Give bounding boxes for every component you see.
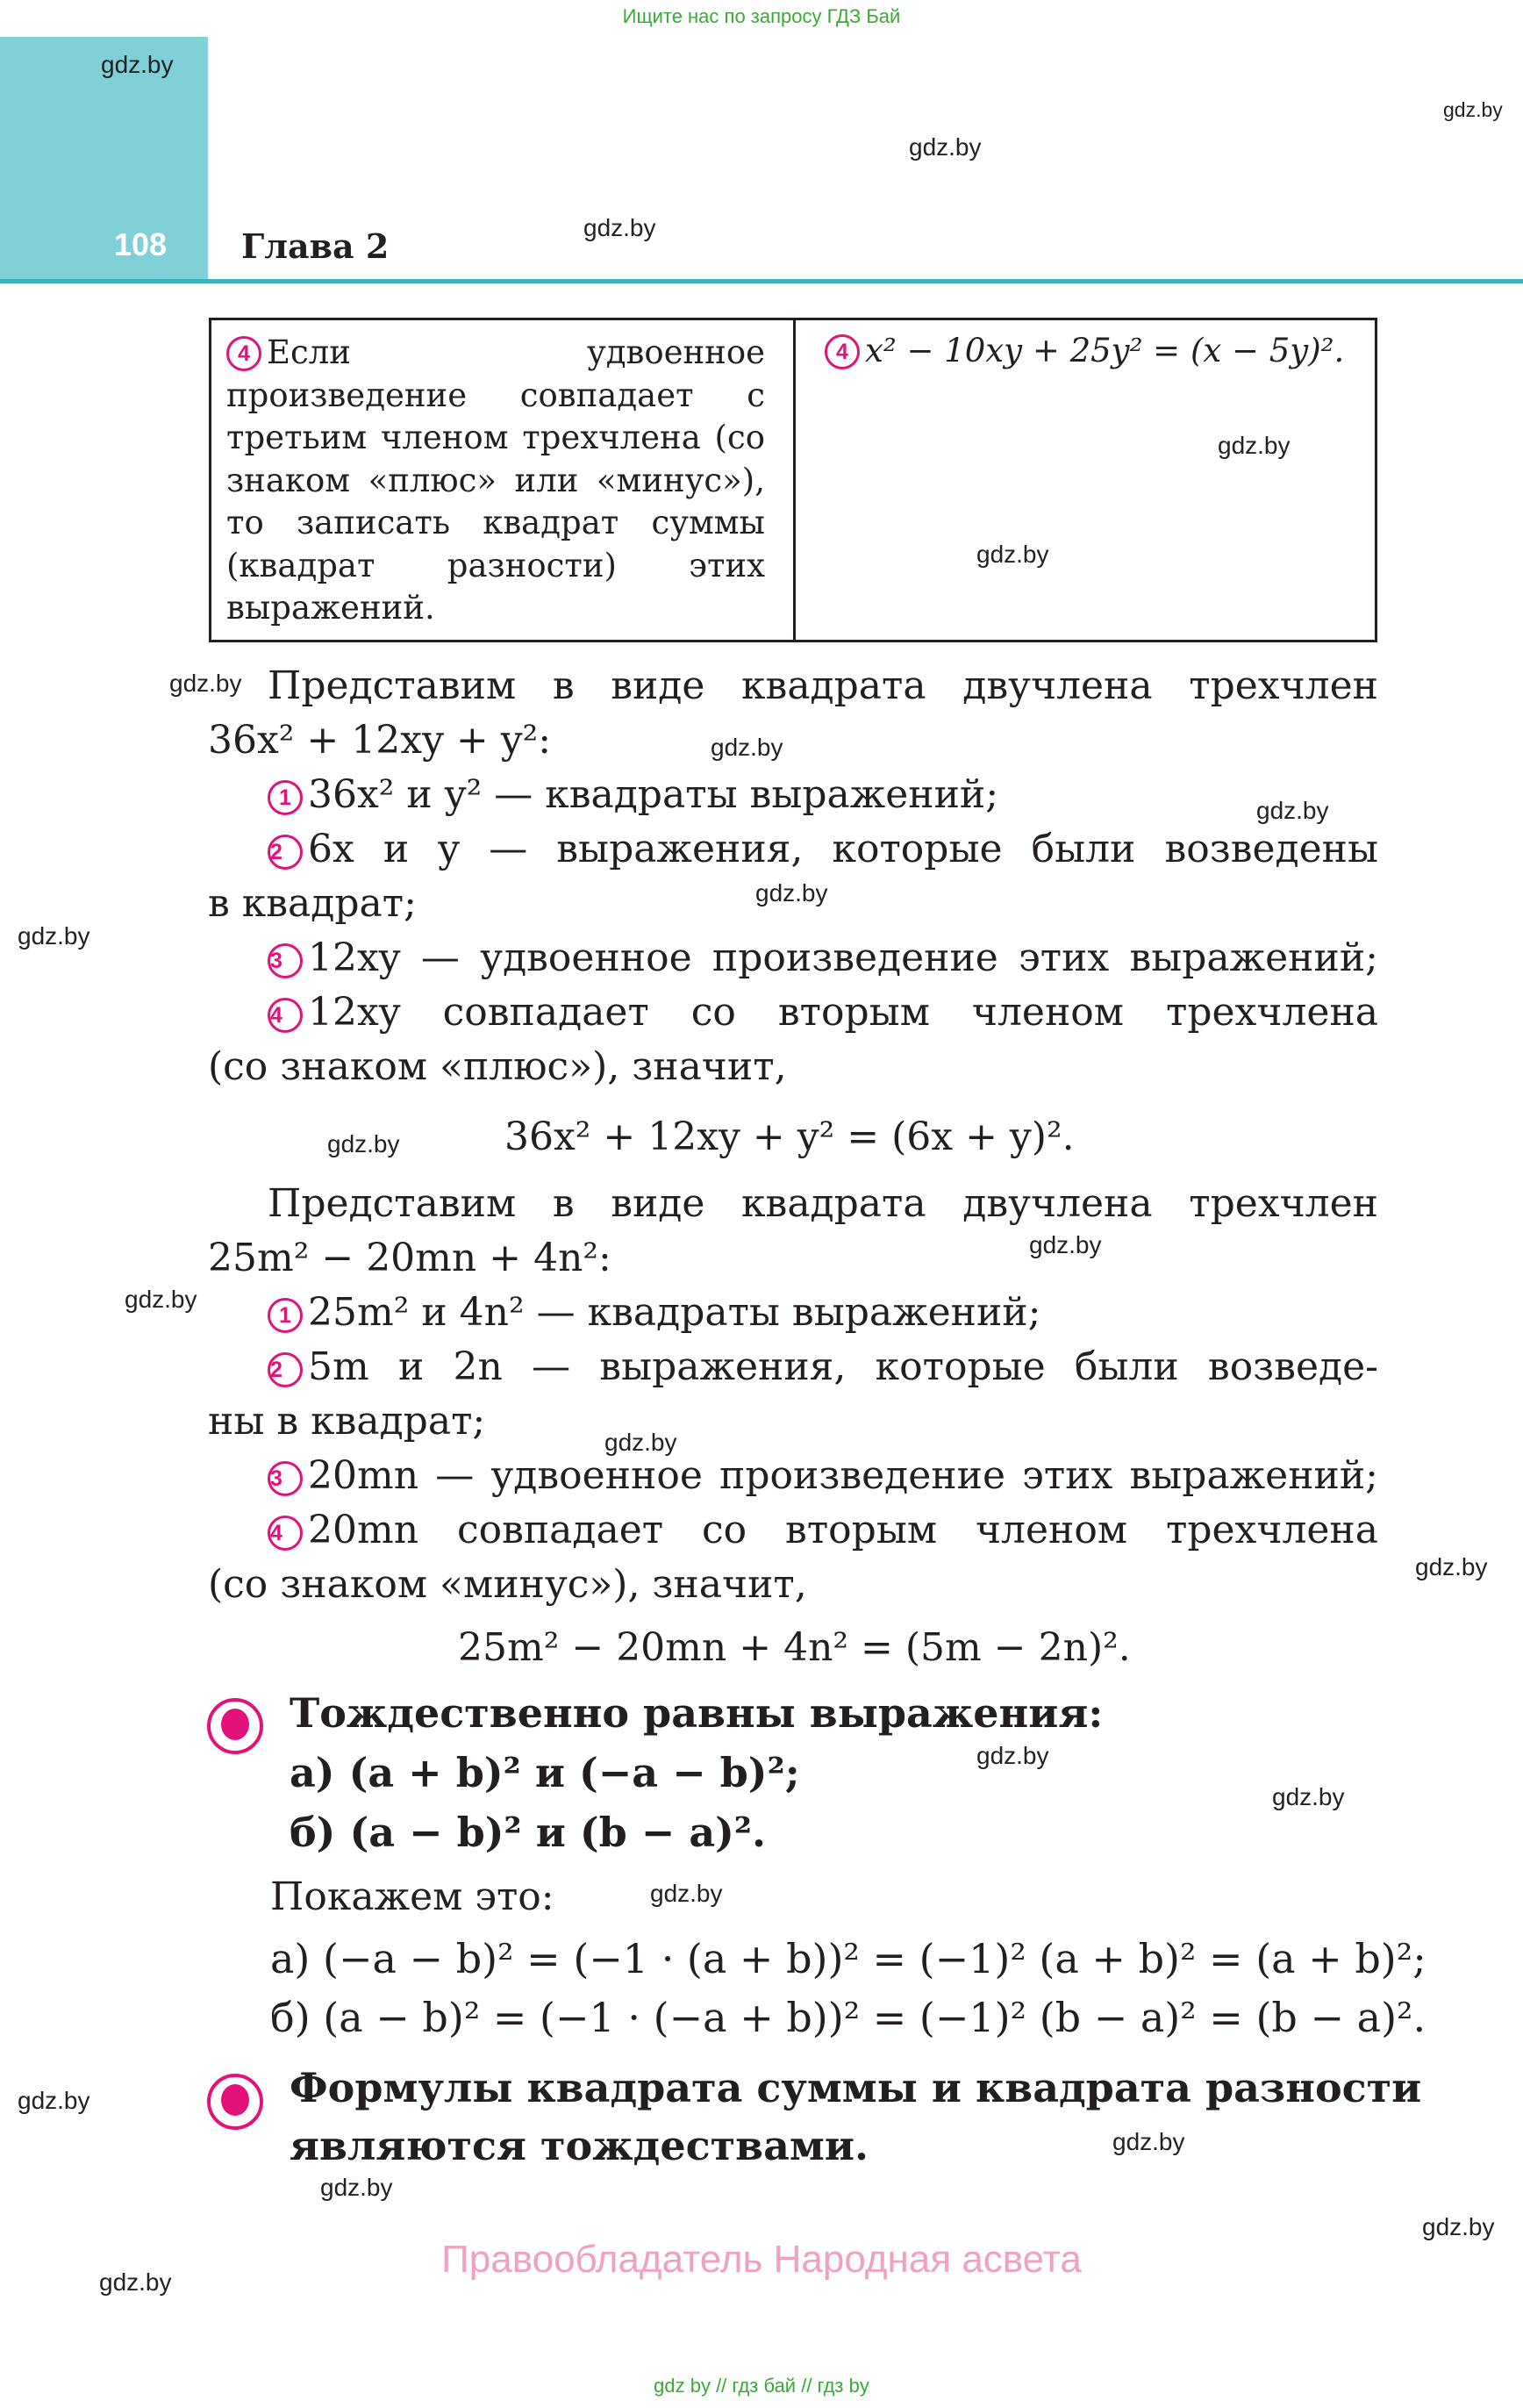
rule-table-right-cell — [825, 332, 1344, 369]
watermark: gdz.by — [1112, 2128, 1185, 2155]
watermark: gdz.by — [125, 1286, 197, 1313]
rule2-line2: являются тождествами. — [290, 2122, 869, 2169]
watermark: gdz.by — [1218, 432, 1291, 459]
example1-trinomial: 36x² + 12xy + y²: — [208, 718, 552, 763]
watermark: gdz.by — [1272, 1783, 1345, 1810]
example1-step1: 1 36x² и y² — квадраты выражений; — [268, 776, 998, 815]
watermark: gdz.by — [1422, 2213, 1495, 2240]
watermark: gdz.by — [18, 922, 90, 950]
watermark: gdz.by — [909, 133, 982, 161]
watermark: gdz.by — [169, 670, 242, 697]
rule1-a: а) (a + b)² и (−a − b)²; — [290, 1749, 800, 1796]
watermark: gdz.by — [755, 879, 828, 907]
step-1-icon: 1 — [268, 1298, 303, 1333]
step-3-icon: 3 — [268, 1461, 303, 1496]
footer-links: gdz by // гдз бай // гдз by — [654, 2375, 869, 2397]
step-1-icon: 1 — [268, 780, 303, 815]
proof-a: а) (−a − b)² = (−1 · (a + b))² = (−1)² (a + b)² = (a + b)²; — [270, 1935, 1426, 1982]
step-3-icon: 3 — [268, 943, 303, 978]
step-marker-icon: 4 — [226, 336, 261, 371]
example2-step1: 1 25m² и 4n² — квадраты выражений; — [268, 1294, 1040, 1333]
watermark: gdz.by — [320, 2174, 393, 2201]
watermark: gdz.by — [1029, 1231, 1102, 1258]
step-marker-icon: 4 — [825, 334, 860, 369]
rule1-title: Тождественно равны выражения: — [290, 1689, 1104, 1737]
watermark: gdz.by — [604, 1429, 677, 1456]
rule-text: Если удвоенное произведение совпадает с третьим членом трехчлена (со знаком «плюс» или «минус»), то записать квадрат суммы (квадрат разности) этих выражений. — [226, 333, 765, 627]
watermark: gdz.by — [976, 541, 1049, 568]
bell-icon — [207, 1698, 263, 1754]
example2-step2: 2 5m и 2n — выражения, которые были возведе- — [268, 1348, 1378, 1387]
rule1-b: б) (a − b)² и (b − a)². — [290, 1809, 767, 1856]
watermark: gdz.by — [18, 2087, 90, 2114]
example2-step4: 4 20mn совпадает со вторым членом трехчлена — [268, 1511, 1378, 1551]
rule2-line1: Формулы квадрата суммы и квадрата разности — [290, 2064, 1422, 2111]
example1-step3: 3 12xy — удвоенное произведение этих выражений; — [268, 939, 1378, 978]
bell-icon — [207, 2074, 263, 2130]
example2-step4-cont: (со знаком «минус»), значит, — [208, 1562, 807, 1607]
watermark: gdz.by — [99, 2268, 172, 2296]
step-4-icon: 4 — [268, 998, 303, 1033]
watermark: gdz.by — [976, 1742, 1049, 1769]
step-2-icon: 2 — [268, 835, 303, 870]
watermark: gdz.by — [1415, 1553, 1488, 1580]
page-number: 108 — [114, 226, 168, 262]
watermark: gdz.by — [711, 734, 783, 761]
example2-intro: Представим в виде квадрата двучлена трехчлен — [268, 1181, 1378, 1226]
watermark: gdz.by — [327, 1130, 400, 1157]
example2-trinomial: 25m² − 20mn + 4n²: — [208, 1236, 611, 1280]
example2-step2-cont: ны в квадрат; — [208, 1399, 486, 1444]
example1-step2-cont: в квадрат; — [208, 881, 417, 926]
copyright: Правообладатель Народная асвета — [441, 2238, 1082, 2281]
watermark: gdz.by — [650, 1880, 723, 1907]
rule-formula: x² − 10xy + 25y² = (x − 5y)². — [865, 332, 1345, 369]
proof-b: б) (a − b)² = (−1 · (−a + b))² = (−1)² (b − a)² = (b − a)². — [270, 1994, 1426, 2041]
example1-intro: Представим в виде квадрата двучлена трехчлен — [268, 663, 1378, 708]
watermark: gdz.by — [101, 51, 174, 78]
header-rule — [0, 279, 1523, 283]
step-2-icon: 2 — [268, 1352, 303, 1387]
watermark: gdz.by — [583, 214, 656, 241]
step-4-icon: 4 — [268, 1516, 303, 1551]
rule-table-left-cell — [226, 332, 765, 630]
proof-intro: Покажем это: — [270, 1874, 554, 1919]
top-banner: Ищите нас по запросу ГДЗ Бай — [622, 5, 901, 27]
example1-step4-cont: (со знаком «плюс»), значит, — [208, 1044, 787, 1089]
rule-table-divider — [793, 318, 796, 642]
chapter-title: Глава 2 — [241, 226, 390, 266]
example2-step3: 3 20mn — удвоенное произведение этих выражений; — [268, 1457, 1378, 1496]
example1-result: 36x² + 12xy + y² = (6x + y)². — [504, 1114, 1075, 1159]
watermark: gdz.by — [1443, 98, 1503, 121]
example1-step2: 2 6x и y — выражения, которые были возведены — [268, 830, 1378, 870]
watermark: gdz.by — [1256, 797, 1329, 824]
example1-step4: 4 12xy совпадает со вторым членом трехчлена — [268, 993, 1378, 1033]
example2-result: 25m² − 20mn + 4n² = (5m − 2n)². — [458, 1625, 1131, 1670]
